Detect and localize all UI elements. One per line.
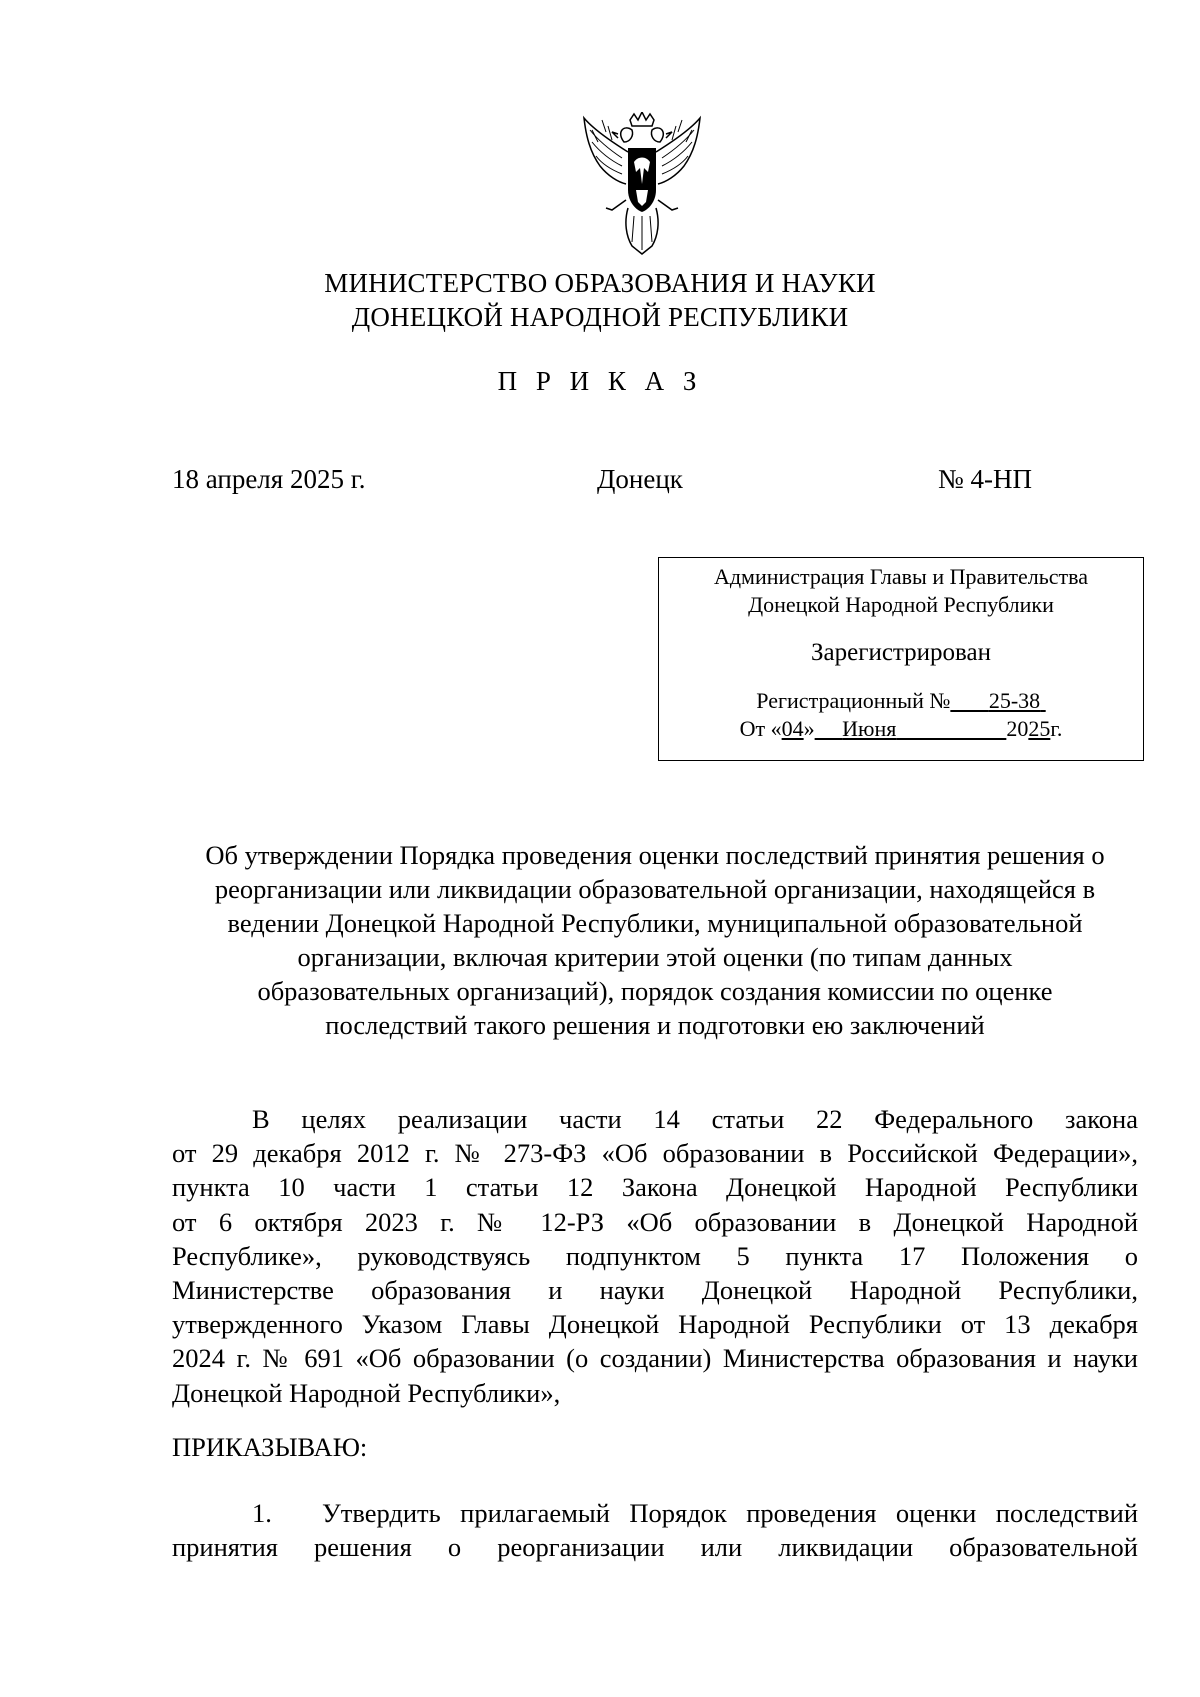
- ministry-name-line1: МИНИСТЕРСТВО ОБРАЗОВАНИЯ И НАУКИ: [324, 268, 876, 298]
- order-item-1: [172, 1496, 1138, 1564]
- preamble-line: от 6 октября 2023 г. № 12-РЗ «Об образовании в Донецкой Народной: [172, 1206, 1138, 1237]
- stamp-month-underline: [815, 716, 1007, 741]
- order-city: Донецк: [597, 464, 683, 494]
- stamp-org-line1: Администрация Главы и Правительства: [713, 564, 1089, 589]
- stamp-reg-number-line: [659, 688, 1143, 714]
- preamble-paragraph: [172, 1102, 1138, 1410]
- stamp-month: Июня: [842, 716, 897, 741]
- preamble-line: В целях реализации части 14 статьи 22 Федерального закона: [252, 1104, 1138, 1134]
- stamp-year-prefix: 20: [1006, 716, 1029, 741]
- stamp-day-close: »: [803, 716, 815, 741]
- stamp-date-line: [659, 716, 1143, 742]
- stamp-day: 04: [781, 716, 804, 741]
- preamble-line: Республике», руководствуясь подпунктом 5 пункта 17 Положения о: [172, 1240, 1138, 1271]
- item-line-2: принятия решения о реорганизации или ликвидации образовательной: [172, 1532, 1138, 1563]
- preamble-line: Министерстве образования и науки Донецкой Народной Республики,: [172, 1274, 1138, 1305]
- heading-line: реорганизации или ликвидации образовательной организации, находящейся в: [214, 874, 1096, 904]
- heading-line: организации, включая критерии этой оценки (по типам данных: [297, 942, 1013, 972]
- stamp-reg-number-underline: [950, 688, 1045, 713]
- heading-line: образовательных организаций), порядок создания комиссии по оценке: [257, 976, 1053, 1006]
- preamble-line: утвержденного Указом Главы Донецкой Народной Республики от 13 декабря: [172, 1309, 1138, 1340]
- stamp-org-line2: Донецкой Народной Республики: [748, 592, 1054, 617]
- preamble-line: 2024 г. № 691 «Об образовании (о создании) Министерства образования и науки: [172, 1343, 1138, 1374]
- coat-of-arms-icon: [572, 112, 712, 262]
- document-type: П Р И К А З: [497, 366, 703, 396]
- item-line-1: [172, 1496, 1138, 1530]
- order-heading: [172, 838, 1138, 1042]
- preamble-line: пункта 10 части 1 статьи 12 Закона Донецкой Народной Республики: [172, 1172, 1138, 1203]
- item-text-1: Утвердить прилагаемый Порядок проведения оценки последствий: [322, 1498, 1138, 1528]
- heading-line: ведении Донецкой Народной Республики, муниципальной образовательной: [227, 908, 1083, 938]
- stamp-status: Зарегистрирован: [810, 639, 991, 666]
- order-word: ПРИКАЗЫВАЮ:: [172, 1432, 368, 1462]
- registration-stamp: [658, 557, 1144, 761]
- stamp-year-suffix: 25: [1028, 716, 1051, 741]
- item-number: 1.: [252, 1498, 272, 1528]
- ministry-name-line2: ДОНЕЦКОЙ НАРОДНОЙ РЕСПУБЛИКИ: [351, 302, 849, 332]
- order-date: 18 апреля 2025 г.: [172, 464, 366, 494]
- stamp-year-g: г.: [1050, 716, 1063, 741]
- stamp-reg-number: 25-38: [988, 688, 1041, 713]
- heading-line: Об утверждении Порядка проведения оценки последствий принятия решения о: [205, 840, 1105, 870]
- stamp-from-label: От «: [739, 716, 782, 741]
- stamp-reg-label: Регистрационный №: [756, 688, 951, 713]
- preamble-line: от 29 декабря 2012 г. № 273-ФЗ «Об образовании в Российской Федерации»,: [172, 1138, 1138, 1169]
- preamble-line: Донецкой Народной Республики»,: [172, 1377, 561, 1408]
- heading-line: последствий такого решения и подготовки ею заключений: [325, 1010, 985, 1040]
- order-number: № 4-НП: [938, 464, 1032, 494]
